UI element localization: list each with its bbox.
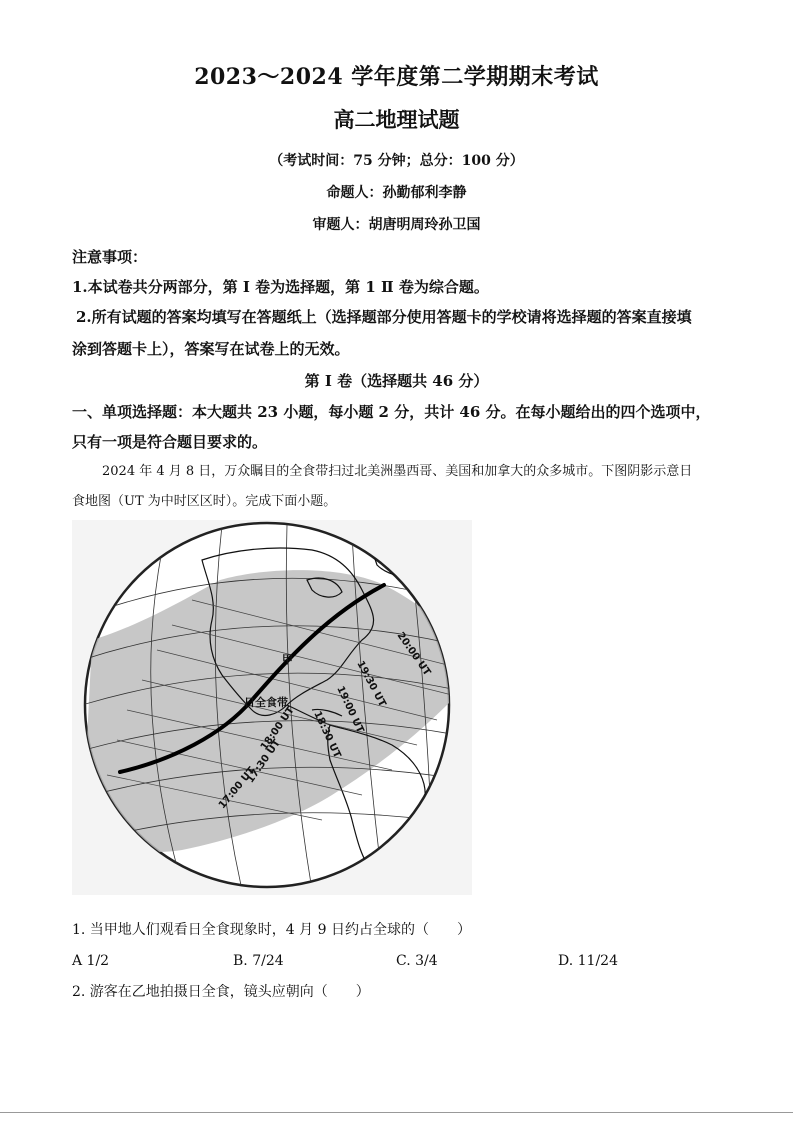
time-label-1730: 17:30 UT (245, 737, 283, 786)
time-label-1900: 19:00 UT (334, 684, 366, 735)
question-1-stem: 1. 当甲地人们观看日全食现象时，4 月 9 日约占全球的（ ） (72, 922, 471, 938)
notes-item-2-line-2: 涂到答题卡上），答案写在试卷上的无效。 (72, 340, 350, 358)
setter-line: 命题人：孙勤郁利李静 (326, 185, 467, 201)
label-totality-band: 日全食带 (244, 696, 288, 709)
notes-item-1: 1.本试卷共分两部分，第 I 卷为选择题，第 1 Ⅱ 卷为综合题。 (72, 278, 489, 296)
notes-heading: 注意事项： (72, 248, 148, 266)
exam-info: （考试时间：75 分钟；总分：100 分） (269, 153, 524, 169)
q1-option-b: B. 7/24 (233, 953, 284, 969)
q1-option-d: D. 11/24 (558, 953, 618, 969)
q1-option-c: C. 3/4 (396, 953, 438, 969)
section-title: 第 I 卷（选择题共 46 分） (304, 372, 489, 390)
exam-subtitle: 高二地理试题 (333, 107, 460, 132)
reviewer-line: 审题人：胡唐明周玲孙卫国 (312, 217, 481, 233)
question-2-stem: 2. 游客在乙地拍摄日全食，镜头应朝向（ ） (72, 984, 370, 1000)
time-label-1700: 17:00 UT (216, 765, 258, 812)
notes-item-2-line-1: 2.所有试题的答案均填写在答题纸上（选择题部分使用答题卡的学校请将选择题的答案直接填 (76, 308, 692, 326)
exam-title: 2023～2024 学年度第二学期期末考试 (194, 64, 599, 90)
intro-line-2: 食地图（UT 为中时区区时）。完成下面小题。 (72, 494, 337, 509)
eclipse-globe-map (72, 520, 472, 895)
page-bottom-rule (0, 1112, 793, 1113)
time-label-1930: 19:30 UT (354, 659, 388, 709)
intro-line-1: 2024 年 4 月 8 日，万众瞩目的全食带扫过北美洲墨西哥、美国和加拿大的众多城市。下图阴影示意日 (102, 464, 693, 479)
q1-option-a: A 1/2 (72, 953, 110, 969)
time-label-1800: 18:00 UT (258, 705, 297, 753)
section-instruction-line-2: 只有一项是符合题目要求的。 (72, 433, 268, 451)
time-label-2000: 20:00 UT (394, 630, 433, 678)
label-jia: 甲 (282, 653, 293, 666)
section-instruction-line-1: 一、单项选择题：本大题共 23 小题，每小题 2 分，共计 46 分。在每小题给出的四个选项中， (72, 403, 711, 421)
time-label-1830: 18:30 UT (311, 709, 343, 760)
